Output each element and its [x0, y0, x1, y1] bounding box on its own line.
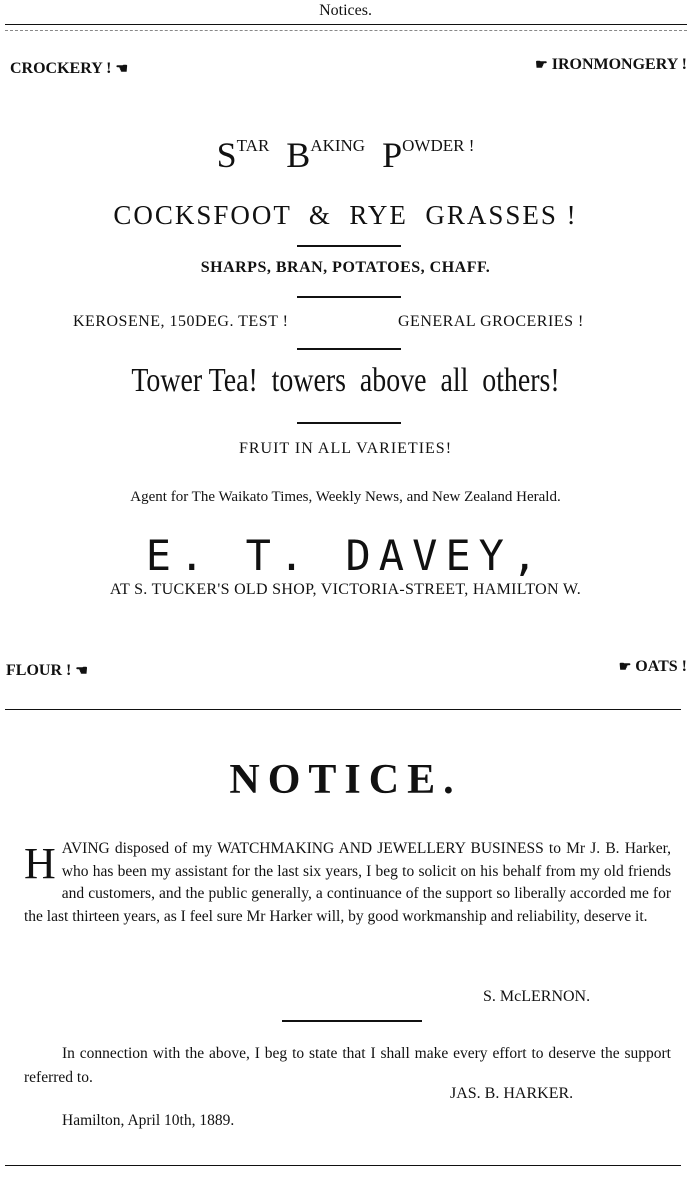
flour-label: [6, 662, 88, 680]
fruit-line: FRUIT IN ALL VARIETIES!: [238, 440, 453, 457]
crockery-label: [10, 60, 128, 78]
star-baking-powder: [0, 134, 691, 176]
s-rest: TAR: [236, 136, 270, 155]
hand-pointing-icon: ☛: [618, 660, 632, 675]
tower-tea-line: Tower Tea! towers above all others!: [131, 362, 560, 399]
footer-rule: [5, 1165, 681, 1166]
dateline: Hamilton, April 10th, 1889.: [62, 1112, 235, 1129]
divider: [297, 422, 401, 424]
header-rule-thin: [5, 30, 687, 31]
davey-name: E. T. DAVEY,: [145, 531, 546, 580]
sharps-line: SHARPS, BRAN, POTATOES, CHAFF.: [200, 259, 491, 276]
kerosene-line: KEROSENE, 150DEG. TEST !: [73, 313, 289, 330]
address-line: AT S. TUCKER'S OLD SHOP, VICTORIA-STREET, HAMILTON W.: [109, 581, 582, 598]
notice-body: [24, 838, 671, 928]
b-cap: B: [286, 135, 311, 175]
b-rest: AKING: [310, 136, 366, 155]
header-rule: [5, 24, 687, 25]
ironmongery-text: IRONMONGERY !: [551, 56, 687, 73]
hand-pointing-icon: ☛: [535, 58, 548, 73]
oats-text: OATS !: [635, 658, 687, 675]
divider: [297, 348, 401, 350]
oats-label: [619, 658, 687, 676]
harker-paragraph: In connection with the above, I beg to state that I shall make every effort to deserve the support referred to.: [24, 1045, 671, 1086]
section-rule: [5, 709, 681, 710]
s-cap: S: [216, 135, 237, 175]
notice-paragraph: AVING disposed of my WATCHMAKING AND JEWELLERY BUSINESS to Mr J. B. Harker, who has been my assistant for the last six years, I beg to solicit on his behalf from my old friends and customers, and the public generally, a continuance of the support so liberally accorded me for the last thirteen years, as I feel sure Mr Harker will, by good workmanship and reliability, deserve it.: [24, 840, 671, 925]
page-header: Notices.: [319, 2, 372, 19]
divider: [297, 245, 401, 247]
flour-text: FLOUR !: [6, 662, 72, 679]
notice-heading: NOTICE.: [229, 757, 462, 803]
hand-pointing-icon: ☚: [75, 664, 88, 679]
crockery-text: CROCKERY !: [10, 60, 112, 77]
divider: [282, 1020, 422, 1022]
groceries-line: GENERAL GROCERIES !: [398, 313, 584, 330]
signature-mclernon: S. McLERNON.: [483, 988, 591, 1005]
grasses-line: COCKSFOOT & RYE GRASSES !: [113, 200, 578, 230]
divider: [297, 296, 401, 298]
hand-pointing-icon: ☚: [115, 62, 129, 77]
signature-harker: JAS. B. HARKER.: [450, 1085, 574, 1102]
dropcap: H: [24, 839, 56, 888]
p-rest: OWDER !: [402, 136, 475, 155]
ironmongery-label: [535, 56, 687, 74]
agent-line: Agent for The Waikato Times, Weekly News, and New Zealand Herald.: [130, 489, 561, 505]
p-cap: P: [382, 135, 403, 175]
